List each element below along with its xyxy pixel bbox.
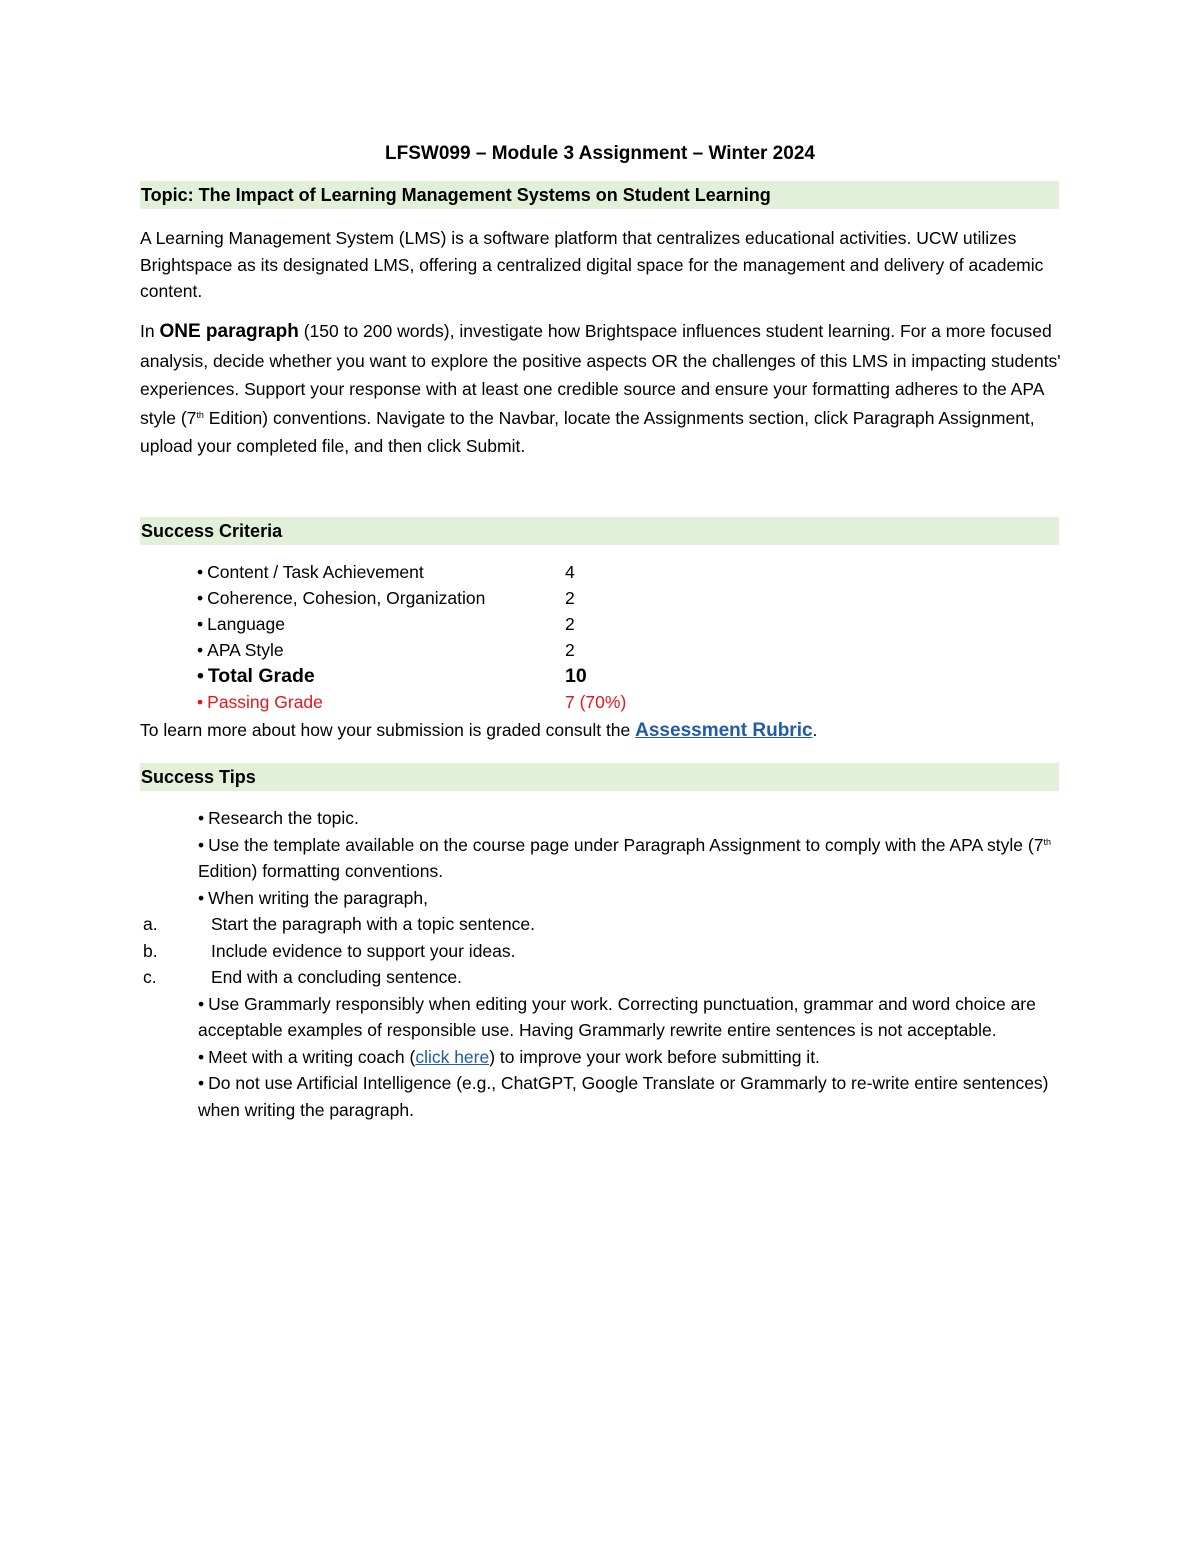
tip-item	[140, 832, 1065, 885]
rubric-note	[140, 717, 1065, 745]
criteria-label: Language	[207, 614, 286, 634]
criteria-label: Total Grade	[207, 665, 315, 687]
criteria-points: 10	[565, 665, 587, 687]
criteria-points: 4	[565, 562, 575, 582]
criteria-points: 2	[565, 614, 575, 634]
step-text: Include evidence to support your ideas.	[211, 940, 516, 961]
bullet-icon: •	[198, 1046, 205, 1067]
tip-item	[140, 805, 1065, 832]
step-text: End with a concluding sentence.	[211, 967, 462, 987]
criteria-list	[197, 559, 626, 715]
criteria-points: 2	[565, 588, 575, 608]
tip-superscript: th	[1043, 836, 1051, 847]
bullet-icon: •	[198, 1073, 205, 1093]
task-superscript: th	[196, 409, 204, 420]
bullet-icon: •	[198, 808, 205, 828]
task-emphasis: ONE paragraph	[159, 321, 299, 342]
bullet-icon: •	[197, 588, 204, 608]
criteria-row-passing	[197, 689, 626, 715]
bullet-icon: •	[198, 834, 205, 855]
criteria-row	[197, 611, 626, 637]
step-item	[140, 964, 1065, 991]
tip-text: Use Grammarly responsibly when editing your work. Correcting punctuation, grammar and word choice are acceptable examples of responsible use. Having Grammarly rewrite entire sentences is not acceptable.	[198, 993, 1036, 1040]
assessment-rubric-link[interactable]: Assessment Rubric	[635, 720, 813, 741]
intro-paragraph: A Learning Management System (LMS) is a software platform that centralizes educational activities. UCW utilizes Brightspace as its designated LMS, offering a centralized digital space for the management and delivery of academic content.	[140, 228, 1044, 301]
tip-item	[140, 885, 1065, 912]
criteria-row-total	[197, 663, 626, 689]
tip-item	[140, 1070, 1065, 1123]
criteria-points: 2	[565, 640, 575, 660]
bullet-icon: •	[197, 692, 204, 712]
criteria-label: Coherence, Cohesion, Organization	[207, 588, 486, 608]
tip-text: Use the template available on the course page under Paragraph Assignment to comply with the APA style (7	[208, 834, 1044, 855]
bullet-icon: •	[197, 614, 204, 634]
step-item	[140, 938, 1065, 965]
bullet-icon: •	[198, 887, 205, 908]
tip-item	[140, 991, 1065, 1044]
tip-text: Meet with a writing coach (	[208, 1046, 416, 1067]
step-letter: c.	[143, 967, 157, 987]
criteria-row	[197, 637, 626, 663]
tips-list	[140, 805, 1065, 1123]
criteria-row	[197, 585, 626, 611]
criteria-label: Passing Grade	[207, 692, 323, 712]
criteria-label: Content / Task Achievement	[207, 562, 424, 582]
bullet-icon: •	[197, 562, 204, 582]
tip-item	[140, 1044, 1065, 1071]
document-title: LFSW099 – Module 3 Assignment – Winter 2024	[385, 143, 815, 164]
rubric-prefix: To learn more about how your submission is graded consult the	[140, 720, 636, 740]
writing-coach-link[interactable]: click here	[415, 1046, 490, 1067]
bullet-icon: •	[198, 993, 205, 1014]
criteria-row	[197, 559, 626, 585]
task-paragraph	[140, 317, 1065, 461]
tip-text: When writing the paragraph,	[208, 887, 428, 908]
step-item	[140, 911, 1065, 938]
rubric-suffix: .	[812, 720, 818, 740]
bullet-icon: •	[197, 640, 204, 660]
tips-heading: Success Tips	[140, 763, 1059, 791]
criteria-label: APA Style	[207, 640, 284, 660]
topic-heading: Topic: The Impact of Learning Management Systems on Student Learning	[140, 181, 1059, 209]
task-body-1: (150 to 200 words), investigate how Brightspace influences student learning. For a more focused analysis, decide whether you want to explore the positive aspects OR the challenges of this LMS in impacting students' experiences. Support your response with at least one credible source and ensure your formatting adheres to the APA style (7	[140, 321, 1061, 428]
tip-text: Research the topic.	[208, 808, 359, 828]
step-letter: a.	[143, 914, 158, 934]
tip-text: ) to improve your work before submitting it.	[489, 1046, 820, 1067]
bullet-icon: •	[197, 665, 204, 687]
tip-text: Edition) formatting conventions.	[198, 861, 444, 881]
step-letter: b.	[143, 940, 158, 961]
criteria-heading: Success Criteria	[140, 517, 1059, 545]
step-text: Start the paragraph with a topic sentence.	[211, 914, 535, 934]
tip-text: Do not use Artificial Intelligence (e.g., ChatGPT, Google Translate or Grammarly to re-write entire sentences) when writing the paragraph.	[198, 1073, 1049, 1120]
task-body-2: Edition) conventions. Navigate to the Navbar, locate the Assignments section, click Paragraph Assignment, upload your completed file, and then click Submit.	[140, 407, 1035, 456]
task-prefix: In	[140, 321, 160, 341]
criteria-points: 7 (70%)	[565, 692, 627, 712]
